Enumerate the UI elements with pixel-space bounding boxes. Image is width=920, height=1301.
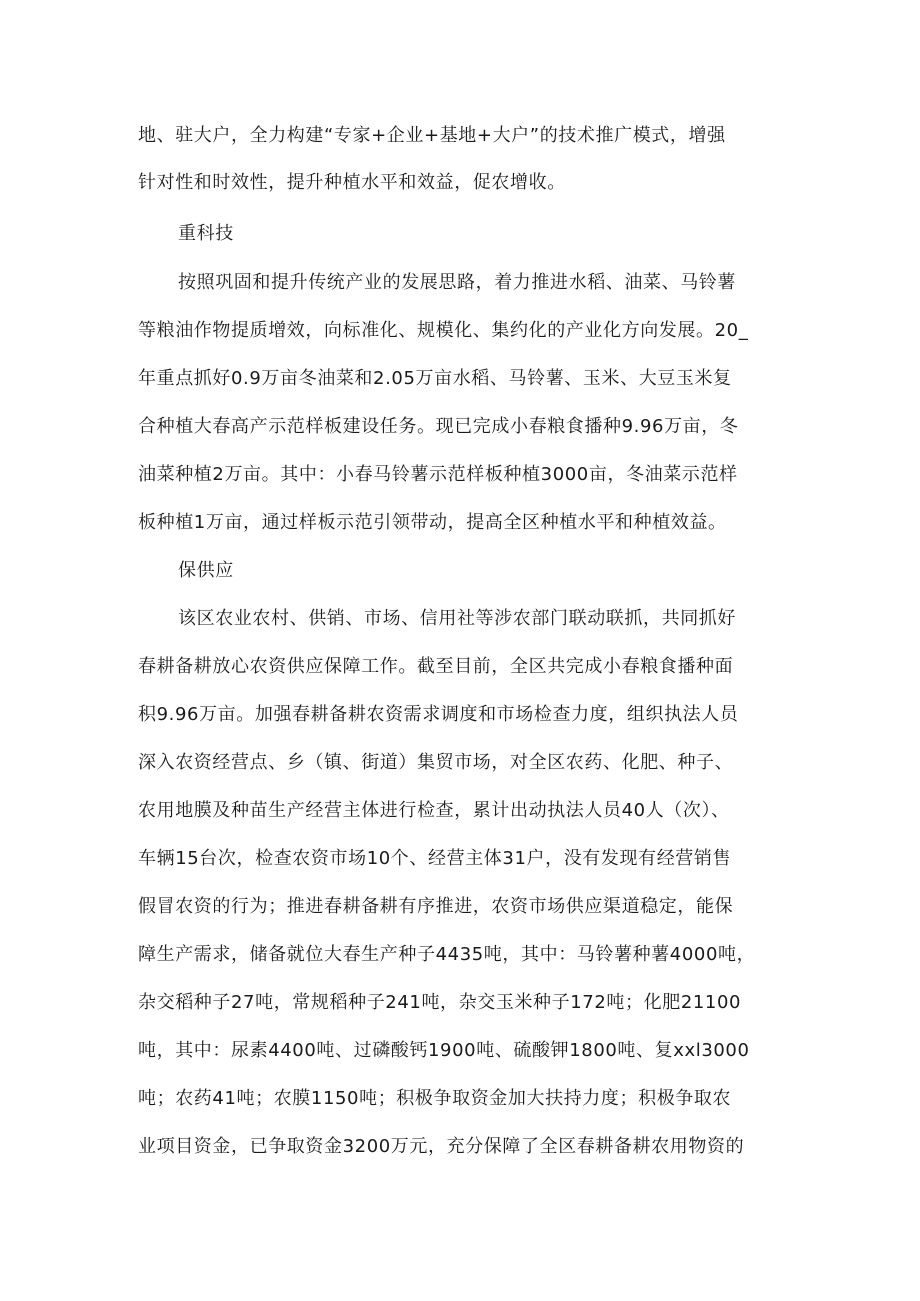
- body-text-line: 吨，其中：尿素4400吨、过磷酸钙1900吨、硫酸钾1800吨、复xxl3000: [138, 1040, 750, 1061]
- section-heading: 重科技: [178, 223, 234, 244]
- body-text-line: 车辆15台次，检查农资市场10个、经营主体31户，没有发现有经营销售: [138, 848, 732, 869]
- body-text-line: 障生产需求，储备就位大春生产种子4435吨，其中：马铃薯种薯4000吨，: [138, 944, 756, 965]
- body-text-line: 板种植1万亩，通过样板示范引领带动，提高全区种植水平和种植效益。: [138, 512, 727, 533]
- body-text-line: 杂交稻种子27吨，常规稻种子241吨，杂交玉米种子172吨；化肥21100: [138, 992, 742, 1013]
- body-text-line: 年重点抓好0.9万亩冬油菜和2.05万亩水稻、马铃薯、玉米、大豆玉米复: [138, 368, 732, 389]
- body-text-line: 吨；农药41吨；农膜1150吨；积极争取资金加大扶持力度；积极争取农: [138, 1088, 732, 1109]
- body-text-line: 等粮油作物提质增效，向标准化、规模化、集约化的产业化方向发展。20_: [138, 320, 749, 341]
- body-text-line: 深入农资经营点、乡（镇、街道）集贸市场，对全区农药、化肥、种子、: [138, 752, 734, 773]
- body-text-line: 针对性和时效性，提升种植水平和效益，促农增收。: [138, 172, 566, 193]
- body-text-line: 假冒农资的行为；推进春耕备耕有序推进，农资市场供应渠道稳定，能保: [138, 896, 734, 917]
- paragraph-first-line: 该区农业农村、供销、市场、信用社等涉农部门联动联抓，共同抓好: [178, 608, 736, 629]
- body-text-line: 农用地膜及种苗生产经营主体进行检查，累计出动执法人员40人（次）、: [138, 800, 730, 821]
- body-text-line: 油菜种植2万亩。其中：小春马铃薯示范样板种植3000亩，冬油菜示范样: [138, 464, 738, 485]
- body-text-line: 合种植大春高产示范样板建设任务。现已完成小春粮食播种9.96万亩，冬: [138, 416, 739, 437]
- paragraph-first-line: 按照巩固和提升传统产业的发展思路，着力推进水稻、油菜、马铃薯: [178, 272, 736, 293]
- body-text-line: 春耕备耕放心农资供应保障工作。截至目前，全区共完成小春粮食播种面: [138, 656, 734, 677]
- body-text-line: 地、驻大户，全力构建“专家+企业+基地+大户”的技术推广模式，增强: [138, 125, 726, 146]
- body-text-line: 业项目资金，已争取资金3200万元，充分保障了全区春耕备耕农用物资的: [138, 1136, 745, 1157]
- section-heading: 保供应: [178, 560, 234, 581]
- body-text-line: 积9.96万亩。加强春耕备耕农资需求调度和市场检查力度，组织执法人员: [138, 704, 739, 725]
